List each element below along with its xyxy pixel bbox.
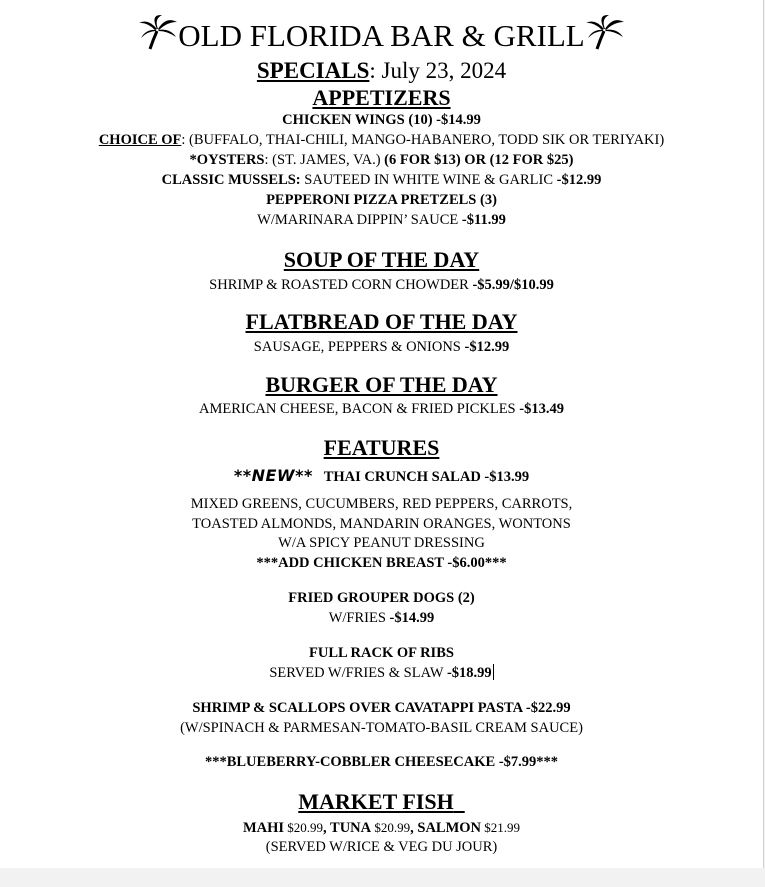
tuna-price: $20.99 [371, 820, 411, 835]
pretzels-desc: W/MARINARA DIPPIN’ SAUCE [257, 212, 462, 228]
mussels-item [0, 171, 763, 190]
pretzels-price: -$11.99 [461, 212, 506, 228]
oysters-label: *OYSTERS [189, 152, 265, 168]
salmon-label: , SALMON [410, 820, 482, 836]
market-fish-served: (SERVED W/RICE & VEG DU JOUR) [265, 839, 498, 855]
features-heading: FEATURES [323, 435, 440, 460]
ribs-item: FULL RACK OF RIBS [309, 645, 454, 661]
cheesecake-item: ***BLUEBERRY-COBBLER CHEESECAKE -$7.99*** [204, 754, 559, 770]
flatbread-desc: SAUSAGE, PEPPERS & ONIONS [253, 339, 465, 355]
wings-choice-line [0, 131, 763, 150]
mussels-label: CLASSIC MUSSELS: [161, 172, 301, 188]
mussels-desc: SAUTEED IN WHITE WINE & GARLIC [300, 172, 557, 188]
soup-heading: SOUP OF THE DAY [283, 247, 480, 272]
specials-date-line [0, 56, 763, 86]
grouper-desc-line [0, 609, 763, 628]
salad-desc-1: MIXED GREENS, CUCUMBERS, RED PEPPERS, CARROTS, [190, 496, 573, 512]
title-text: OLD FLORIDA BAR & GRILL [178, 18, 585, 53]
flatbread-heading: FLATBREAD OF THE DAY [245, 309, 518, 334]
salad-addon: ***ADD CHICKEN BREAST -$6.00*** [256, 555, 507, 571]
pretzels-desc-line [0, 211, 763, 230]
market-fish-prices [0, 818, 763, 838]
ribs-price: -$18.99 [446, 665, 492, 681]
pasta-item: SHRIMP & SCALLOPS OVER CAVATAPPI PASTA -$22.99 [192, 700, 571, 716]
tuna-label: , TUNA [323, 820, 372, 836]
mussels-price: -$12.99 [556, 172, 602, 188]
restaurant-title [0, 14, 763, 56]
mahi-label: MAHI [242, 820, 285, 836]
flatbread-price: -$12.99 [464, 339, 510, 355]
flatbread-item [0, 338, 763, 357]
grouper-item: FRIED GROUPER DOGS (2) [288, 590, 475, 606]
specials-label: SPECIALS [256, 58, 370, 83]
grouper-desc: W/FRIES [328, 610, 390, 626]
soup-item [0, 276, 763, 295]
palm-tree-icon [585, 14, 625, 50]
grouper-price: -$14.99 [389, 610, 435, 626]
burger-desc: AMERICAN CHEESE, BACON & FRIED PICKLES [199, 401, 520, 417]
salad-item [0, 466, 763, 487]
salad-desc-3: W/A SPICY PEANUT DRESSING [278, 535, 485, 551]
market-fish-heading-text: MARKET FISH [298, 789, 454, 814]
burger-heading: BURGER OF THE DAY [265, 372, 498, 397]
ribs-desc: SERVED W/FRIES & SLAW [269, 665, 447, 681]
soup-price: -$5.99/$10.99 [472, 277, 554, 293]
soup-desc: SHRIMP & ROASTED CORN CHOWDER [209, 277, 473, 293]
mahi-price: $20.99 [284, 820, 324, 835]
choice-label: CHOICE OF [98, 132, 182, 148]
palm-tree-icon [138, 14, 178, 50]
burger-price: -$13.49 [519, 401, 564, 417]
specials-date: : July 23, 2024 [369, 58, 507, 83]
ribs-desc-line [0, 664, 763, 683]
choice-text: : (BUFFALO, THAI-CHILI, MANGO-HABANERO, TODD SIK OR TERIYAKI) [181, 132, 665, 148]
oysters-price: (6 FOR $13) OR (12 FOR $25) [380, 152, 574, 168]
new-tag: **NEW** [233, 466, 313, 485]
appetizers-heading: APPETIZERS [312, 85, 451, 110]
wings-item: CHICKEN WINGS (10) -$14.99 [282, 112, 481, 128]
burger-item [0, 400, 763, 419]
oysters-item [0, 151, 763, 170]
oysters-origin: : (ST. JAMES, VA.) [264, 152, 381, 168]
pretzels-item: PEPPERONI PIZZA PRETZELS (3) [266, 192, 497, 208]
salmon-price: $21.99 [481, 820, 521, 835]
salad-title: THAI CRUNCH SALAD -$13.99 [323, 469, 530, 485]
salad-desc-2: TOASTED ALMONDS, MANDARIN ORANGES, WONTONS [192, 516, 571, 532]
pasta-desc: (W/SPINACH & PARMESAN-TOMATO-BASIL CREAM SAUCE) [180, 720, 583, 736]
market-fish-heading [0, 788, 763, 816]
text-cursor [493, 664, 494, 680]
